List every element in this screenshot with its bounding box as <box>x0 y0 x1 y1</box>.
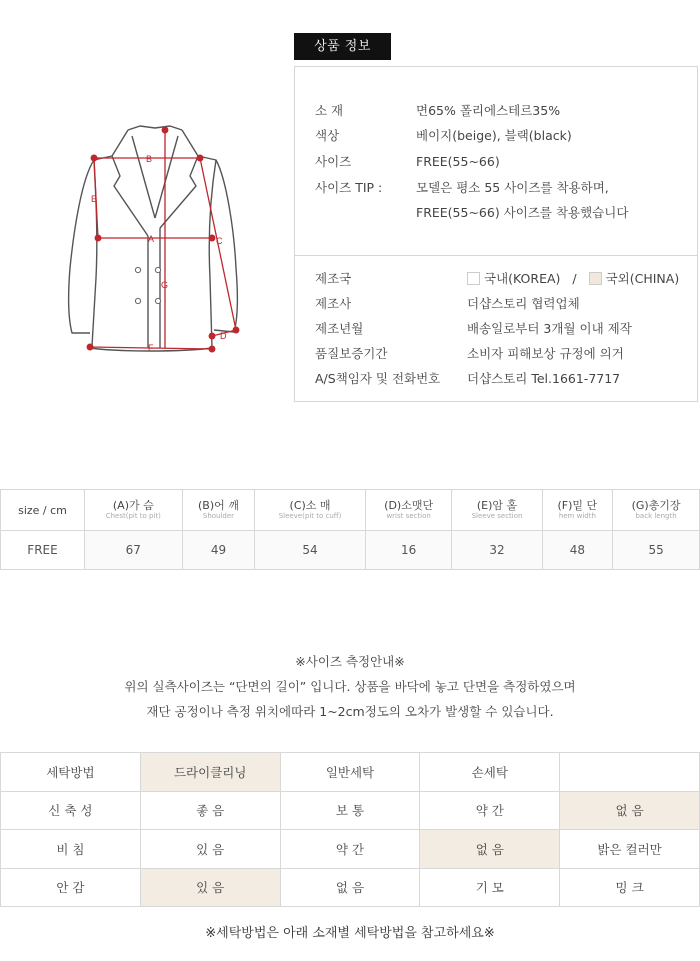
button-icon <box>155 298 160 303</box>
size-label: 사이즈 <box>315 154 352 169</box>
row-label-free: FREE <box>1 531 85 570</box>
wash-cell: 없 음 <box>560 791 700 830</box>
date-label: 제조년월 <box>315 321 364 336</box>
col-header-hem: (F)밑 단 hem width <box>542 490 613 531</box>
material-label: 소 재 <box>315 103 344 118</box>
wash-cell: 비 침 <box>1 830 141 869</box>
label-a: A <box>148 234 155 244</box>
color-value: 베이지(beige), 블랙(black) <box>416 128 572 143</box>
point-icon <box>95 235 101 241</box>
value-chest: 67 <box>85 531 183 570</box>
wash-row <box>1 791 700 830</box>
maker-value: 더샵스토리 협력업체 <box>467 296 580 311</box>
button-icon <box>135 298 140 303</box>
label-c: C <box>216 236 223 246</box>
wash-cell: 좋 음 <box>140 791 280 830</box>
label-e: E <box>91 194 98 204</box>
value-sleeve: 54 <box>255 531 365 570</box>
notice-title: ※사이즈 측정안내※ <box>295 654 405 669</box>
wash-cell: 기 모 <box>420 868 560 907</box>
label-b: B <box>146 154 153 164</box>
point-icon <box>209 235 215 241</box>
maker-label: 제조사 <box>315 296 352 311</box>
wash-cell: 손세탁 <box>420 753 560 792</box>
jacket-measurement-diagram <box>50 118 260 368</box>
warranty-label: 품질보증기간 <box>315 346 388 361</box>
size-table-header <box>1 490 700 531</box>
point-icon <box>209 333 215 339</box>
date-value: 배송일로부터 3개월 이내 제작 <box>467 321 632 336</box>
value-wrist: 16 <box>365 531 452 570</box>
button-icon <box>135 267 140 272</box>
point-icon <box>91 155 97 161</box>
wash-cell <box>560 753 700 792</box>
wash-cell: 약 간 <box>280 830 420 869</box>
point-icon <box>87 344 93 350</box>
wash-cell: 있 음 <box>140 830 280 869</box>
warranty-value: 소비자 피해보상 규정에 의거 <box>467 346 624 361</box>
notice-line1: 위의 실측사이즈는 “단면의 길이” 입니다. 상품을 바닥에 놓고 단면을 측정하였으며 <box>124 679 576 694</box>
button-icon <box>155 267 160 272</box>
checkbox-korea <box>467 272 480 285</box>
wash-cell: 밍 크 <box>560 868 700 907</box>
wash-row <box>1 753 700 792</box>
size-tip-line2: FREE(55~66) 사이즈를 착용했습니다 <box>416 205 629 220</box>
point-icon <box>209 346 215 352</box>
wash-table <box>0 752 700 907</box>
wash-footnote: ※세탁방법은 아래 소재별 세탁방법을 참고하세요※ <box>205 926 495 941</box>
size-tip-line1: 모델은 평소 55 사이즈를 착용하며, <box>416 180 609 195</box>
size-tip-label: 사이즈 TIP : <box>315 180 383 195</box>
value-hem: 48 <box>542 531 613 570</box>
country-options <box>467 271 679 287</box>
product-info-tag: 상품 정보 <box>294 33 391 60</box>
as-value: 더샵스토리 Tel.1661-7717 <box>467 371 621 386</box>
label-d: D <box>220 331 227 341</box>
wash-cell: 세탁방법 <box>1 753 141 792</box>
col-header-sleeve: (C)소 매 Sleeve(pit to cuff) <box>255 490 365 531</box>
label-f: F <box>148 343 154 353</box>
material-value: 면65% 폴리에스테르35% <box>416 103 561 118</box>
wash-cell: 보 통 <box>280 791 420 830</box>
wash-cell: 없 음 <box>280 868 420 907</box>
value-shoulder: 49 <box>182 531 255 570</box>
size-table-row <box>1 531 700 570</box>
wash-cell: 없 음 <box>420 830 560 869</box>
col-header-chest: (A)가 슴 Chest(pit to pit) <box>85 490 183 531</box>
col-header-armhole: (E)암 홀 Sleeve section <box>452 490 542 531</box>
col-header-wrist: (D)소맷단 wrist section <box>365 490 452 531</box>
point-icon <box>162 127 168 133</box>
country-china: 국외(CHINA) <box>605 271 680 286</box>
wash-row <box>1 830 700 869</box>
point-icon <box>233 327 239 333</box>
wash-cell: 있 음 <box>140 868 280 907</box>
color-label: 색상 <box>315 128 340 143</box>
wash-cell: 밝은 컬러만 <box>560 830 700 869</box>
label-g: G <box>161 280 169 290</box>
value-armhole: 32 <box>452 531 542 570</box>
size-value: FREE(55~66) <box>416 154 500 169</box>
wash-cell: 드라이클리닝 <box>140 753 280 792</box>
measurement-labels <box>91 154 227 353</box>
col-header-length: (G)총기장 back length <box>613 490 700 531</box>
point-icon <box>197 155 203 161</box>
wash-cell: 신 축 성 <box>1 791 141 830</box>
country-label: 제조국 <box>315 271 352 286</box>
size-table <box>0 489 700 570</box>
checkbox-china <box>589 272 602 285</box>
product-info-box <box>294 66 698 402</box>
wash-cell: 안 감 <box>1 868 141 907</box>
col-header-shoulder: (B)어 깨 Shoulder <box>182 490 255 531</box>
as-label: A/S책임자 및 전화번호 <box>315 371 441 386</box>
notice-line2: 재단 공정이나 측정 위치에따라 1~2cm정도의 오차가 발생할 수 있습니다. <box>146 704 554 719</box>
value-length: 55 <box>613 531 700 570</box>
wash-cell: 일반세탁 <box>280 753 420 792</box>
product-info-divider <box>295 255 697 256</box>
country-separator: / <box>572 271 577 286</box>
country-korea: 국내(KOREA) <box>484 271 561 286</box>
wash-row <box>1 868 700 907</box>
size-table-corner: size / cm <box>1 490 85 531</box>
wash-cell: 약 간 <box>420 791 560 830</box>
